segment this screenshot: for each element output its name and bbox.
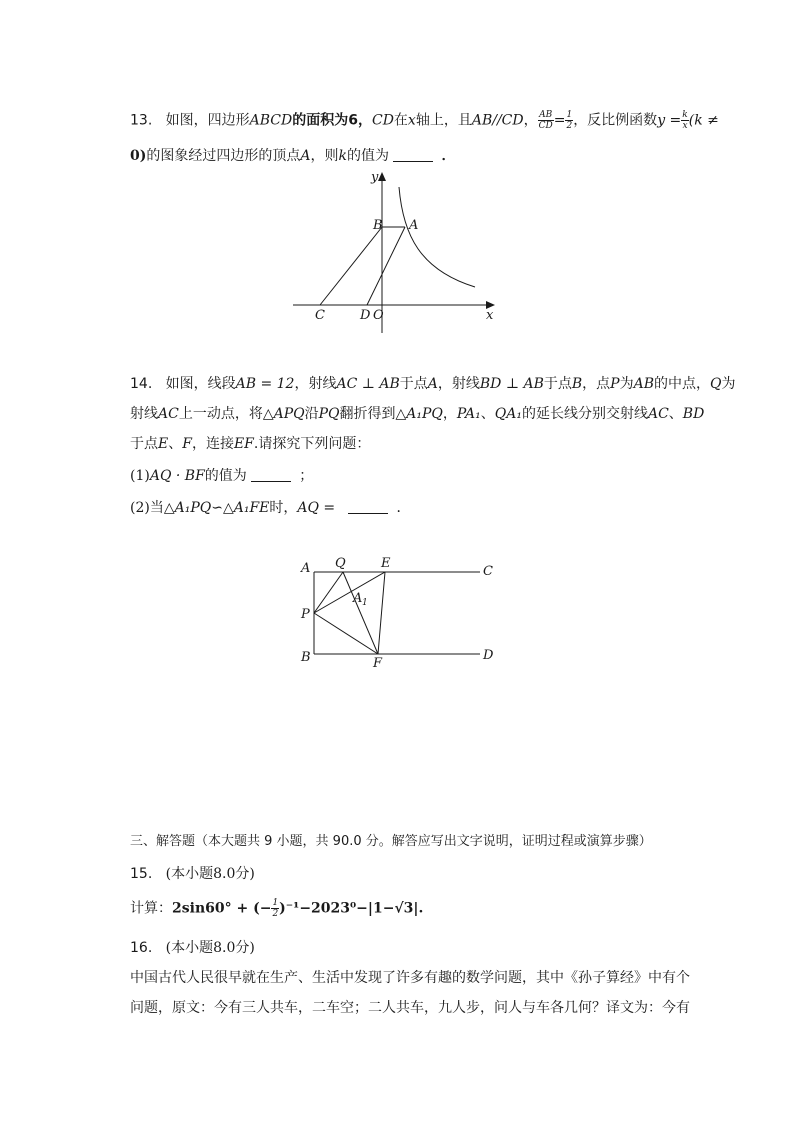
label-a: A: [301, 561, 311, 576]
label-a1-sub: 1: [362, 598, 368, 608]
q14-line-4: (1)AQ · BF的值为 ；: [130, 468, 314, 484]
q16-number: 16.: [130, 940, 153, 956]
q16-score: (本小题8.0分): [165, 940, 255, 956]
label-x: x: [486, 308, 494, 323]
label-c: C: [315, 308, 325, 323]
q14-figure: [295, 553, 505, 673]
q13-figure: [285, 165, 505, 335]
label-b: B: [301, 650, 311, 665]
q13-answer-blank[interactable]: [393, 147, 433, 162]
q16-paragraph-line-1: 中国古代人民很早就在生产、生活中发现了许多有趣的数学问题，其中《孙子算经》中有个: [130, 970, 690, 986]
segment-pq: [314, 572, 343, 613]
fraction-k-x: $\frac{k}{x}$: [682, 110, 688, 131]
label-y: y: [371, 170, 379, 185]
q14-line-3: 于点E、F，连接EF.请探究下列问题：: [130, 436, 371, 452]
label-p: P: [301, 607, 310, 622]
label-q: Q: [335, 556, 346, 571]
hyperbola-curve: [399, 187, 475, 287]
q15-header: [130, 864, 690, 884]
segment-pf: [314, 613, 378, 654]
label-c: C: [483, 564, 493, 579]
segment-ef: [378, 572, 385, 654]
y-axis-arrow: [378, 172, 386, 181]
q15-score: (本小题8.0分): [165, 866, 255, 882]
label-o: O: [373, 308, 384, 323]
q15-number: 15.: [130, 866, 153, 882]
q13-line-2: 0)的图象经过四边形的顶点A，则k的值为 ．: [130, 148, 456, 164]
q16-header: [130, 938, 690, 958]
label-a1: A: [353, 591, 363, 606]
segment-pe: [314, 572, 385, 613]
q16-paragraph-line-2: 问题，原文：今有三人共车，二车空；二人共车，九人步，问人与车各几何？译文为：今有: [130, 1000, 690, 1016]
q13-number: 13.: [130, 112, 153, 129]
label-d: D: [483, 648, 494, 663]
q14-line-5: (2)当△A₁PQ∽△A₁FE时，AQ = ．: [130, 500, 411, 516]
label-d: D: [360, 308, 371, 323]
label-b: B: [373, 218, 383, 233]
label-a: A: [409, 218, 419, 233]
q14-answer-blank-1[interactable]: [251, 467, 291, 482]
q15-expression: 计算：2sin60° + (− $\frac{1}{2}$ )⁻¹−2023⁰−|1−√3|.: [130, 898, 424, 919]
q14-answer-blank-2[interactable]: [348, 499, 388, 514]
q13-line-1: 13. 如图，四边形ABCD的面积为6，CD在x轴上，且AB//CD， $\frac{AB}{CD}$ = $\frac{1}{2}$ ，反比例函数y = $\frac{k}{x}$ (k ≠: [130, 110, 719, 131]
q14-line-1: 14. 如图，线段AB = 12，射线AC ⊥ AB于点A，射线BD ⊥ AB于点B，点P为AB的中点，Q为: [130, 376, 736, 392]
segment-qf: [343, 572, 378, 654]
label-e: E: [381, 556, 391, 571]
q14-line-2: 射线AC上一动点，将△APQ沿PQ翻折得到△A₁PQ，PA₁、QA₁的延长线分别交射线AC、BD: [130, 406, 705, 422]
fraction-half-q15: $\frac{1}{2}$: [272, 898, 279, 919]
label-f: F: [373, 656, 383, 671]
q14-number: 14.: [130, 376, 153, 392]
fraction-ab-cd: $\frac{AB}{CD}$: [538, 110, 553, 131]
fraction-half: $\frac{1}{2}$: [566, 110, 573, 131]
section-3-title: 三、解答题（本大题共 9 小题，共 90.0 分。解答应写出文字说明，证明过程或演算步骤）: [130, 834, 652, 849]
